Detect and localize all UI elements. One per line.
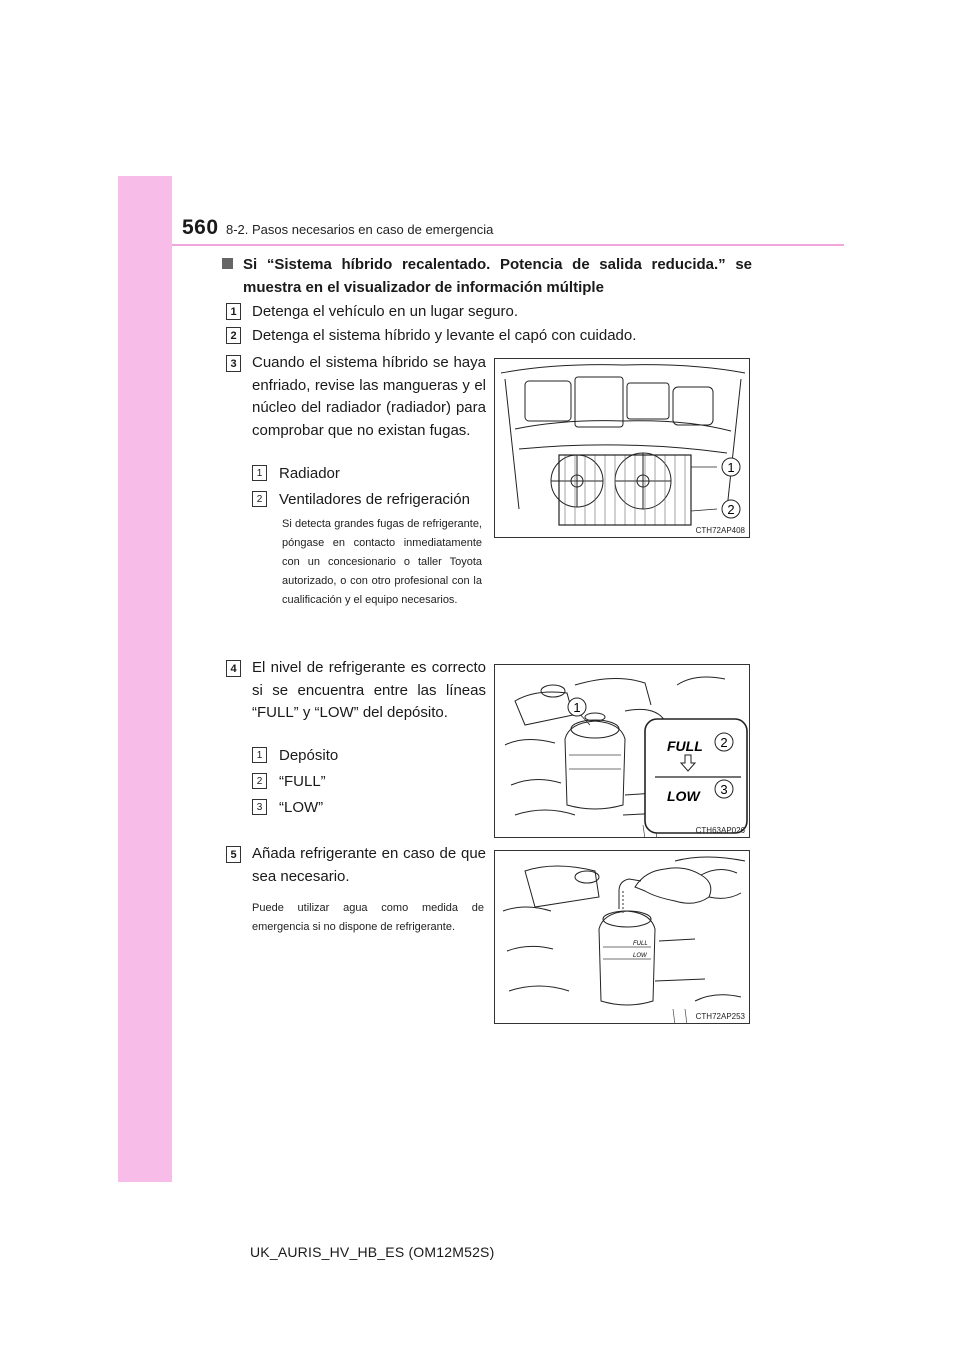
item-number: 2 [252, 773, 267, 789]
svg-text:2: 2 [720, 735, 728, 750]
engine-bay-radiator-illustration [494, 358, 750, 538]
section-heading [222, 253, 752, 299]
step-3-item-2 [252, 490, 470, 508]
step-number-4: 4 [226, 660, 241, 677]
item-label: Depósito [279, 746, 339, 764]
step-5-text: Añada refrigerante en caso de que sea necesario. [252, 845, 486, 885]
step-4-item-3 [252, 798, 323, 816]
figure-code: CTH63AP026 [695, 826, 745, 835]
step-3-text: Cuando el sistema híbrido se haya enfriado, revise las mangueras y el núcleo del radiador (radiador) para comprobar que no existan fugas. [252, 354, 486, 439]
coolant-reservoir-illustration [494, 664, 750, 838]
adding-coolant-illustration [494, 850, 750, 1024]
chapter-title: 8-2. Pasos necesarios en caso de emergencia [226, 222, 494, 237]
chapter-sidebar-band [118, 176, 172, 1182]
item-label: “LOW” [279, 798, 324, 816]
header-divider [172, 244, 844, 246]
step-3-item-1 [252, 464, 340, 482]
step-4-item-2 [252, 772, 326, 790]
svg-text:LOW: LOW [633, 953, 647, 959]
item-number: 2 [252, 491, 267, 507]
svg-text:FULL: FULL [633, 941, 648, 947]
step-5-note: Puede utilizar agua como medida de emergencia si no dispone de refrigerante. [252, 902, 484, 933]
step-number-5: 5 [226, 846, 241, 863]
step-3-note: Si detecta grandes fugas de refrigerante, póngase en contacto inmediatamente con un concesionario o taller Toyota autorizado, o con otro profesional con la cualificación y el equipo necesarios. [282, 518, 482, 606]
step-number-1: 1 [226, 303, 241, 320]
step-4-text: El nivel de refrigerante es correcto si se encuentra entre las líneas “FULL” y “LOW” del depósito. [252, 659, 486, 721]
svg-text:2: 2 [727, 502, 735, 517]
svg-text:FULL: FULL [667, 738, 703, 754]
page-number: 560 [182, 216, 219, 239]
document-footer: UK_AURIS_HV_HB_ES (OM12M52S) [250, 1244, 495, 1260]
figure-code: CTH72AP253 [695, 1012, 745, 1021]
step-number-2: 2 [226, 327, 241, 344]
svg-text:3: 3 [720, 782, 728, 797]
step-4-item-1 [252, 746, 338, 764]
svg-text:1: 1 [727, 460, 735, 475]
section-heading-text: Si “Sistema híbrido recalentado. Potencia de salida reducida.” se muestra en el visualizador de información múltiple [243, 256, 752, 296]
svg-text:1: 1 [573, 700, 581, 715]
item-number: 1 [252, 747, 267, 763]
item-label: Radiador [279, 464, 340, 482]
engine-bay-drawing [495, 359, 750, 538]
item-label: “FULL” [279, 772, 326, 790]
pouring-drawing [495, 851, 750, 1024]
square-bullet-icon [222, 258, 233, 269]
item-number: 3 [252, 799, 267, 815]
svg-text:LOW: LOW [667, 788, 700, 804]
item-label: Ventiladores de refrigeración [279, 490, 470, 508]
figure-code: CTH72AP408 [695, 526, 745, 535]
reservoir-drawing [495, 665, 750, 838]
step-number-3: 3 [226, 355, 241, 372]
reservoir-marks-magnifier [645, 719, 747, 833]
step-1-text: Detenga el vehículo en un lugar seguro. [252, 303, 519, 320]
item-number: 1 [252, 465, 267, 481]
step-2-text: Detenga el sistema híbrido y levante el capó con cuidado. [252, 327, 637, 344]
